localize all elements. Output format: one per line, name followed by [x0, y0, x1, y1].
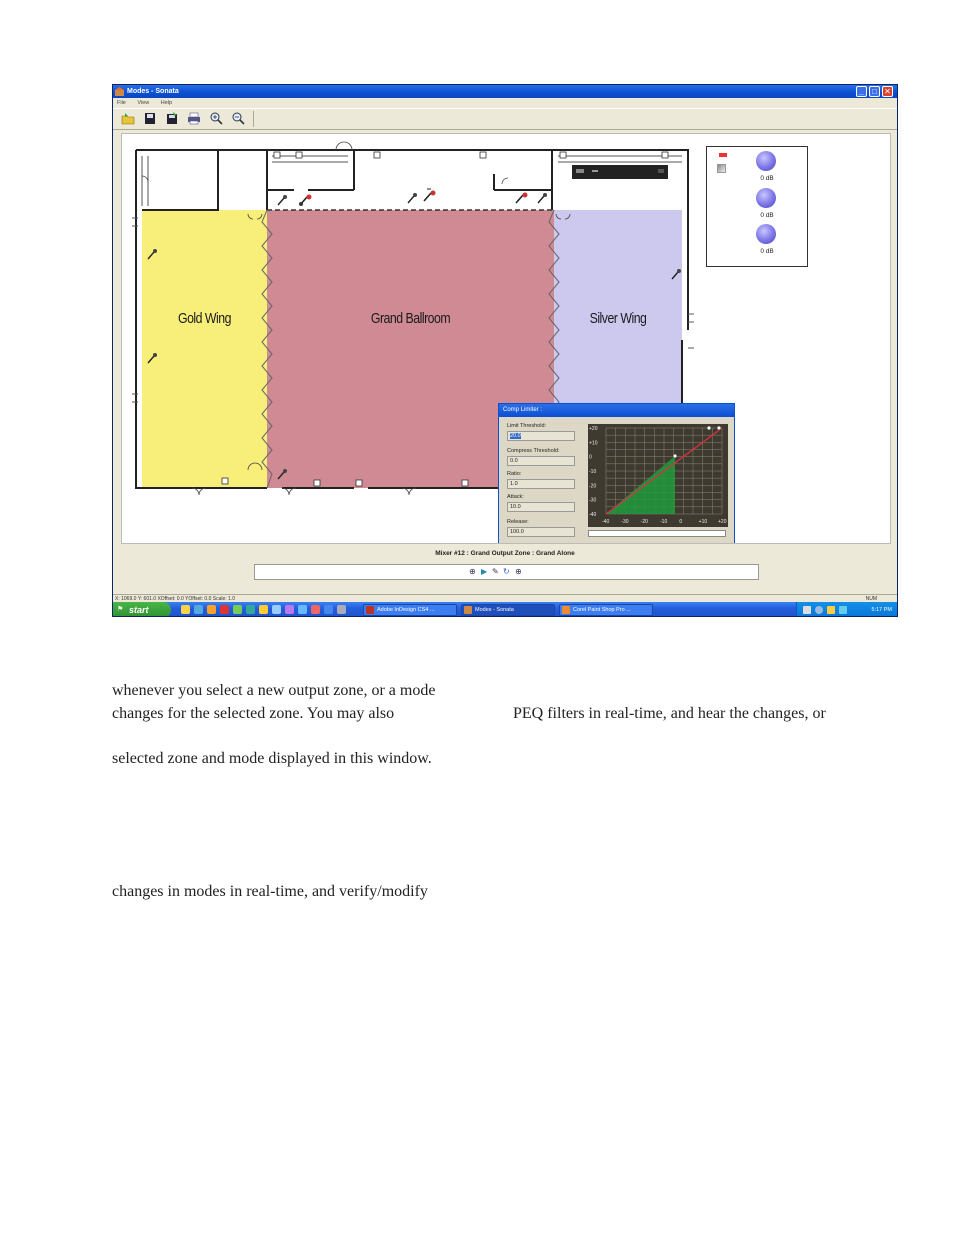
graph-x-tick: 0 [679, 519, 683, 525]
microphone-icon[interactable] [146, 248, 158, 260]
level-readout-1: 0 dB [760, 175, 774, 182]
graph-y-tick: -10 [589, 469, 597, 475]
microphone-icon[interactable] [276, 194, 288, 206]
task-label-indesign: Adobe InDesign CS4 ... [377, 607, 435, 613]
level-readout-3: 0 dB [760, 248, 774, 255]
attack-label: Attack: [507, 494, 524, 500]
close-button[interactable]: ✕ [882, 86, 893, 97]
application-window [112, 84, 898, 617]
body-text-line-4: selected zone and mode displayed in this window. [112, 750, 432, 767]
release-label: Release: [507, 519, 529, 525]
compress-threshold-input[interactable]: 0.0 [507, 456, 575, 466]
quick-launch-app-icon[interactable] [311, 605, 320, 614]
level-knob-2[interactable] [756, 188, 776, 208]
edit-icon[interactable]: ✎ [492, 567, 499, 576]
tray-app-icon[interactable] [827, 606, 835, 614]
rewind-icon[interactable]: ⊕ [469, 567, 476, 576]
windows-flag-icon: ⚑ [117, 606, 124, 613]
attack-input[interactable]: 10.0 [507, 502, 575, 512]
quick-launch-ie-icon[interactable] [181, 605, 190, 614]
body-text-line-2: changes for the selected zone. You may also [112, 705, 395, 722]
minimize-button[interactable]: _ [856, 86, 867, 97]
help-icon[interactable] [803, 606, 811, 614]
level-knob-1[interactable] [756, 151, 776, 171]
quick-launch-app-icon[interactable] [337, 605, 346, 614]
quick-launch-app-icon[interactable] [233, 605, 242, 614]
toolbar [113, 108, 897, 130]
quick-launch-folder-icon[interactable] [207, 605, 216, 614]
clock: 5:17 PM [871, 607, 892, 613]
graph-y-tick: -40 [589, 512, 597, 518]
compress-threshold-label: Compress Threshold: [507, 448, 560, 454]
forward-icon[interactable]: ⊕ [515, 567, 522, 576]
start-label: start [129, 605, 149, 615]
graph-x-tick: +20 [718, 519, 727, 525]
wireless-microphone-icon[interactable] [298, 194, 314, 206]
transfer-curve-graph[interactable] [588, 424, 728, 527]
menu-file[interactable]: File [117, 100, 126, 106]
body-text-line-1: whenever you select a new output zone, or a mode [112, 682, 436, 699]
toolbar-separator [253, 111, 254, 127]
quick-launch-app-icon[interactable] [246, 605, 255, 614]
mixer-status-line: Mixer #12 : Grand Output Zone : Grand Alone [435, 550, 575, 557]
zoom-out-icon[interactable] [231, 112, 245, 125]
taskbar [113, 602, 898, 617]
tray-app-icon[interactable] [839, 606, 847, 614]
task-indesign[interactable] [363, 604, 457, 616]
level-readout-2: 0 dB [760, 212, 774, 219]
task-modes-sonata[interactable] [461, 604, 555, 616]
quick-launch-app-icon[interactable] [324, 605, 333, 614]
limit-threshold-handle[interactable] [707, 426, 711, 430]
wireless-microphone-icon[interactable] [514, 192, 530, 204]
play-icon[interactable]: ▶ [481, 567, 488, 576]
window-title: Modes - Sonata [127, 88, 179, 95]
microphone-icon[interactable] [670, 268, 682, 280]
open-folder-icon[interactable] [121, 112, 135, 125]
comp-limiter-title: Comp Limiter : [499, 404, 734, 417]
app-icon [115, 87, 124, 96]
compress-threshold-handle[interactable] [673, 454, 677, 458]
microphone-icon[interactable] [406, 192, 418, 204]
level-knob-3[interactable] [756, 224, 776, 244]
graph-y-tick: +10 [589, 440, 598, 447]
transport-bar [254, 564, 759, 580]
limit-threshold-value: 20.0 [510, 433, 521, 439]
title-bar[interactable] [113, 85, 897, 98]
release-input[interactable]: 100.0 [507, 527, 575, 537]
microphone-icon[interactable] [536, 192, 548, 204]
system-tray [796, 602, 898, 617]
quick-launch-app-icon[interactable] [285, 605, 294, 614]
maximize-button[interactable]: □ [869, 86, 880, 97]
graph-x-tick: -40 [602, 519, 610, 525]
menu-view[interactable]: View [137, 100, 150, 106]
quick-launch-desktop-icon[interactable] [194, 605, 203, 614]
limit-threshold-label: Limit Threshold: [507, 423, 547, 429]
task-label-modes-sonata: Modes - Sonata [475, 607, 514, 613]
task-label-paint-shop-pro: Corel Paint Shop Pro ... [573, 607, 631, 613]
graph-y-tick: 0 [589, 454, 592, 461]
graph-y-tick: -20 [589, 483, 597, 490]
ratio-label: Ratio: [507, 471, 522, 477]
mute-indicator[interactable] [719, 153, 727, 157]
refresh-icon[interactable]: ↻ [503, 567, 510, 576]
limit-threshold-input[interactable] [507, 431, 575, 441]
ratio-input[interactable]: 1.0 [507, 479, 575, 489]
graph-x-tick: +10 [698, 519, 708, 525]
indesign-icon [366, 606, 374, 614]
paint-shop-pro-icon [562, 606, 570, 614]
graph-y-tick: -30 [589, 497, 597, 504]
microphone-icon[interactable] [276, 468, 288, 480]
comp-limiter-dialog [498, 403, 735, 544]
body-text-line-5: changes in modes in real-time, and verify/modify [112, 883, 428, 900]
limit-handle[interactable] [717, 426, 721, 430]
network-icon[interactable] [815, 606, 823, 614]
graph-y-tick: +20 [589, 426, 598, 432]
save-icon[interactable] [143, 112, 157, 125]
save-as-icon[interactable] [165, 112, 179, 125]
num-lock-indicator: NUM [865, 596, 877, 602]
graph-x-tick: -10 [660, 519, 668, 525]
gain-reduction-meter [588, 530, 726, 537]
zone-label-gold-wing: Gold Wing [177, 310, 231, 327]
task-paint-shop-pro[interactable] [559, 604, 653, 616]
menu-help[interactable]: Help [160, 100, 173, 106]
quick-launch-app-icon[interactable] [259, 605, 268, 614]
quick-launch-app-icon[interactable] [298, 605, 307, 614]
start-button[interactable] [113, 602, 171, 617]
graph-x-tick: -30 [621, 519, 629, 525]
coordinate-readout: X: 1069.0 Y: 601.0 XOffset: 0.0 YOffset: 0.0 Scale: 1.0 [115, 596, 235, 602]
quick-launch-app-icon[interactable] [272, 605, 281, 614]
print-icon[interactable] [187, 112, 201, 125]
graph-x-tick: -20 [640, 519, 648, 525]
body-text-line-3: PEQ filters in real-time, and hear the changes, or [513, 705, 826, 722]
app-icon [464, 606, 472, 614]
wireless-microphone-icon[interactable] [422, 188, 438, 202]
source-swatch[interactable] [717, 164, 726, 173]
zone-label-grand-ballroom: Grand Ballroom [370, 310, 451, 327]
menu-bar [113, 98, 897, 108]
floor-plan-canvas[interactable] [121, 133, 891, 544]
mixer-level-panel [706, 146, 808, 267]
zone-label-silver-wing: Silver Wing [589, 310, 647, 327]
zoom-in-icon[interactable] [209, 112, 223, 125]
microphone-icon[interactable] [146, 352, 158, 364]
quick-launch-app-icon[interactable] [220, 605, 229, 614]
